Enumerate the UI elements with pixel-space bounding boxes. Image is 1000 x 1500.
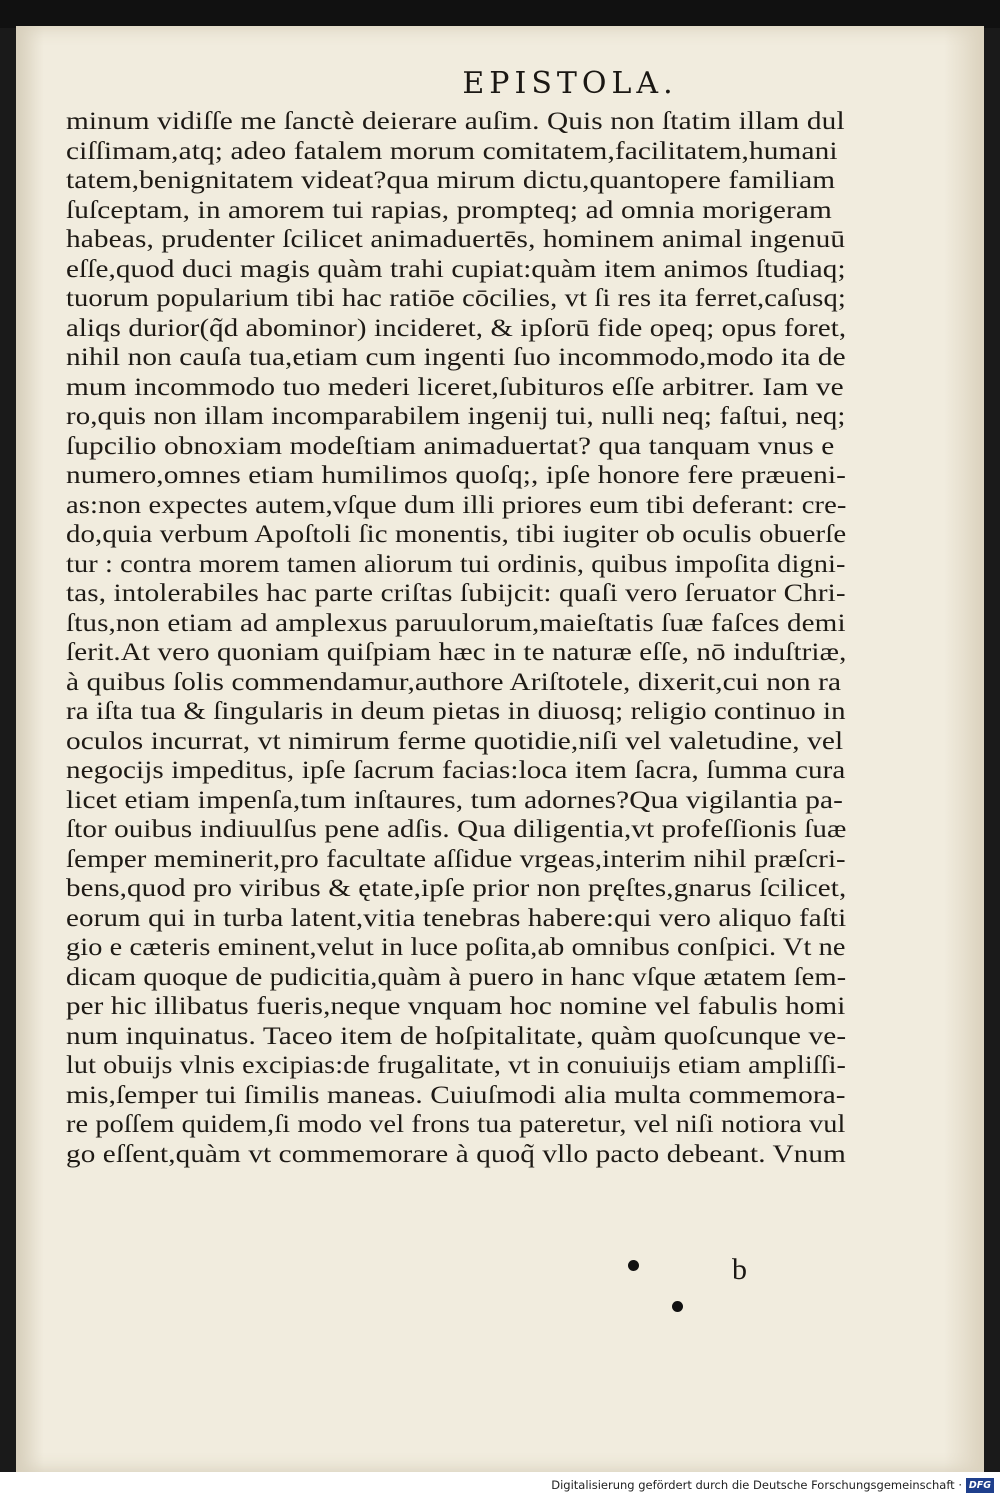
funding-credit: Digitalisierung gefördert durch die Deutsche Forschungsgemeinschaft · [551, 1478, 962, 1492]
text-line: tur : contra morem tamen aliorum tui ordinis, quibus impoſita digni- [66, 548, 846, 578]
scan-top-border [0, 0, 1000, 28]
text-line: negocijs impeditus, ipſe ſacrum facias:loca item ſacra, ſumma cura [66, 755, 846, 784]
text-line: numero,omnes etiam humilimos quoſq;, ipſe honore fere præueni- [66, 460, 847, 489]
signature-mark: b [732, 1253, 747, 1286]
text-line: gio e cæteris eminent,velut in luce poſita,ab omnibus conſpici. Vt ne [66, 932, 846, 961]
text-line: oculos incurrat, vt nimirum ferme quotidie,niſi vel valetudine, vel [66, 725, 844, 755]
text-line: tas, intolerabiles hac parte criſtas ſubijcit: quaſi vero ſeruator Chri- [66, 578, 846, 607]
text-line: nihil non cauſa tua,etiam cum ingenti ſuo incommodo,modo ita de [66, 342, 846, 371]
text-line: ciſſimam,atq; adeo fatalem morum comitatem,facilitatem,humani [66, 135, 838, 165]
text-line: dicam quoque de pudicitia,quàm à puero in hanc vſque ætatem ſem- [66, 961, 847, 991]
text-line: lut obuijs vlnis excipias:de frugalitate, vt in conuiuijs etiam ampliſſi- [66, 1050, 847, 1079]
text-line: bens,quod pro viribus & ętate,ipſe prior non pręſtes,gnarus ſcilicet, [66, 873, 847, 902]
text-line: ſerit.At vero quoniam quiſpiam hæc in te naturæ eſſe, nō induſtriæ, [66, 637, 847, 666]
text-line: ra iſta tua & ſingularis in deum pietas in diuosq; religio continuo in [66, 696, 846, 725]
text-line: aliqs durior(q̃d abominor) incideret, & ipſorū fide opeq; opus foret, [66, 312, 847, 342]
text-line: ſupcilio obnoxiam modeſtiam animaduertat? qua tanquam vnus e [66, 430, 835, 460]
footer-bar [0, 1472, 1000, 1500]
text-line: mum incommodo tuo mederi liceret,ſubituros eſſe arbitrer. Iam ve [66, 371, 844, 401]
text-line: à quibus ſolis commendamur,authore Ariſtotele, dixerit,cui non ra [66, 666, 842, 696]
page-gutter-shadow [16, 26, 44, 1472]
body-text [66, 106, 846, 1168]
text-line: licet etiam impenſa,tum inſtaures, tum adornes?Qua vigilantia pa- [66, 784, 844, 814]
dfg-logo: DFG [966, 1478, 994, 1493]
text-line: re poſſem quidem,ſi modo vel frons tua pateretur, vel niſi notiora vul [66, 1109, 846, 1138]
text-line: ro,quis non illam incomparabilem ingenij tui, nulli neq; faſtui, neq; [66, 401, 846, 430]
text-line: eorum qui in turba latent,vitia tenebras habere:qui vero aliquo faſti [66, 902, 847, 932]
text-line: habeas, prudenter ſcilicet animaduertēs, hominem animal ingenuū [66, 224, 846, 253]
text-line: ſtor ouibus indiuulſus pene adſis. Qua diligentia,vt profeſſionis ſuæ [66, 814, 847, 843]
text-line: mis,ſemper tui ſimilis maneas. Cuiuſmodi alia multa commemora- [66, 1079, 846, 1109]
text-line: ſtus,non etiam ad amplexus paruulorum,maieſtatis ſuæ faſces demi [66, 607, 846, 637]
text-line: go eſſent,quàm vt commemorare à quoq̃ vllo pacto debeant. Vnum [66, 1138, 846, 1168]
text-line: ſemper meminerit,pro facultate aſſidue vrgeas,interim nihil præſcri- [66, 843, 846, 873]
running-head: EPISTOLA. [462, 66, 678, 101]
text-line: tatem,benignitatem videat?qua mirum dictu,quantopere familiam [66, 165, 836, 194]
text-line: per hic illibatus fueris,neque vnquam hoc nomine vel fabulis homi [66, 991, 846, 1020]
text-line: tuorum popularium tibi hac ratiōe cōcilies, vt ſi res ita ferret,caſusq; [66, 283, 846, 312]
signature-dot-upper [628, 1260, 639, 1271]
book-page [16, 26, 984, 1472]
text-line: eſſe,quod duci magis quàm trahi cupiat:quàm item animos ſtudiaq; [66, 253, 846, 283]
signature-dot-lower [672, 1301, 683, 1312]
text-line: as:non expectes autem,vſque dum illi priores eum tibi deferant: cre- [66, 489, 847, 519]
text-line: minum vidiſſe me ſanctè deierare auſim. Quis non ſtatim illam dul [66, 106, 845, 135]
text-line: ſuſceptam, in amorem tui rapias, prompteq; ad omnia morigeram [66, 194, 832, 224]
text-line: num inquinatus. Taceo item de hoſpitalitate, quàm quoſcunque ve- [66, 1020, 847, 1050]
text-line: do,quia verbum Apoſtoli ſic monentis, tibi iugiter ob oculis obuerſe [66, 519, 847, 548]
